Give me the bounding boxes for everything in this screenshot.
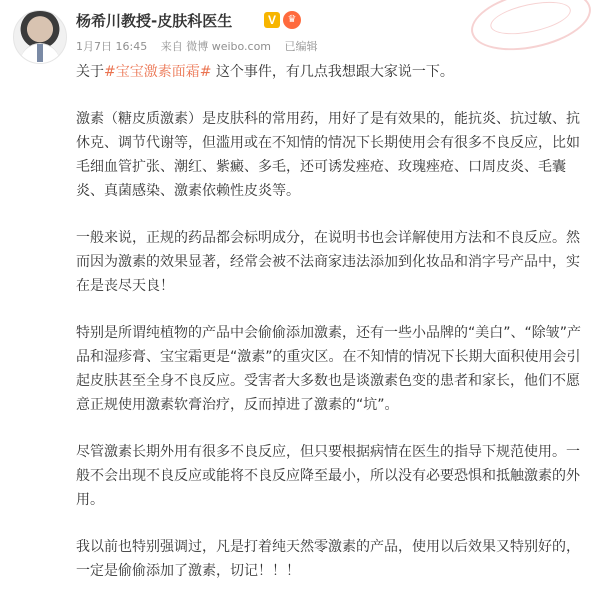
watermark-stamp-inner — [488, 0, 574, 40]
post-paragraph-intro — [76, 60, 588, 84]
post-paragraph-3: 一般来说，正规的药品都会标明成分，在说明书也会详解使用方法和不良反应。然而因为激素的效果显著，经常会被不法商家违法添加到化妆品和消字号产品中，实在是丧尽天良！ — [76, 230, 580, 294]
watermark-stamp — [466, 0, 597, 60]
post-edited: 已编辑 — [284, 40, 318, 53]
verified-v-icon: V — [264, 12, 280, 28]
post-paragraph-4: 特别是所谓纯植物的产品中会偷偷添加激素，还有一些小品牌的“美白”、“除皱”产品和湿疹膏、宝宝霜更是“激素”的重灾区。在不知情的情况下长期大面积使用会引起皮肤甚至全身不良反应。受害者大多数也是谈激素色变的患者和家长，他们不愿意正规使用激素软膏治疗，反而掉进了激素的“坑”。 — [76, 325, 582, 413]
post-meta — [76, 38, 328, 54]
crown-icon: ♛ — [283, 11, 301, 29]
post-paragraph-5: 尽管激素长期外用有很多不良反应，但只要根据病情在医生的指导下规范使用。一般不会出现不良反应或能将不良反应降至最小，所以没有必要恐惧和抵触激素的外用。 — [76, 444, 580, 508]
intro-after-text: 这个事件，有几点我想跟大家说一下。 — [211, 64, 454, 80]
author-name[interactable]: 杨希川教授-皮肤科医生 — [76, 12, 233, 30]
author-avatar[interactable] — [13, 10, 67, 64]
post-source[interactable]: 来自 微博 weibo.com — [160, 40, 272, 53]
intro-before-text: 关于 — [76, 64, 104, 80]
post-content — [76, 60, 588, 606]
post-paragraph-6: 我以前也特别强调过，凡是打着纯天然零激素的产品，使用以后效果又特别好的，一定是偷偷添加了激素，切记！！！ — [76, 539, 580, 579]
avatar-tie-shape — [37, 44, 43, 62]
post-paragraph-2: 激素（糖皮质激素）是皮肤科的常用药，用好了是有效果的，能抗炎、抗过敏、抗休克、调节代谢等，但滥用或在不知情的情况下长期使用会有很多不良反应，比如毛细血管扩张、潮红、紫癜、多毛，还可诱发痤疮、玫瑰痤疮、口周皮炎、毛囊炎、真菌感染、激素依赖性皮炎等。 — [76, 111, 580, 199]
topic-link[interactable]: #宝宝激素面霜# — [104, 64, 212, 80]
post-date[interactable]: 1月7日 16:45 — [76, 40, 148, 53]
